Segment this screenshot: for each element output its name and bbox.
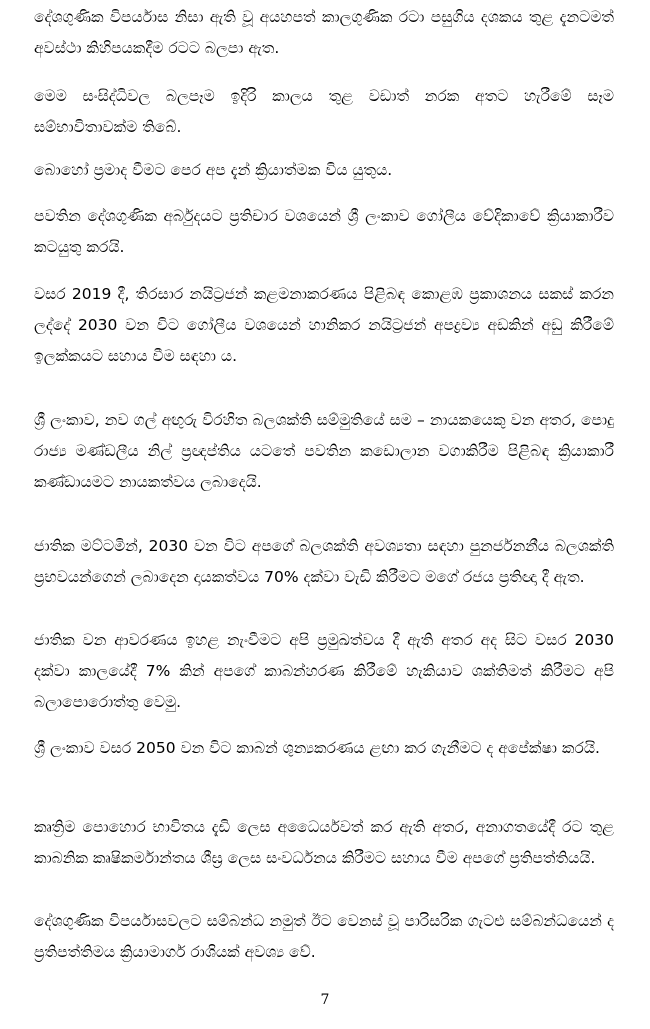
paragraph-11: දේශගුණික විපර්යාසවලට සම්බන්ධ නමුත් ඊට වෙනස් වූ පාරිසරික ගැටළු සම්බන්ධයෙන් ද ප්‍රතිපත්තිමය ක්‍රියාමාර්ග රාශියක් අවශ්‍ය වේ. [34, 912, 614, 961]
document-page [34, 0, 614, 1029]
paragraph-3: බොහෝ ප්‍රමාද වීමට පෙර අප දැන් ක්‍රියාත්මක විය යුතුය. [34, 161, 393, 179]
paragraph-8: ජාතික වන ආවරණය ඉහළ නැංවීමට අපි ප්‍රමුඛත්වය දී ඇති අතර අද සිට වසර 2030 දක්වා කාලයේදී 7% කින් අපගේ කාබන්හරණ කිරීමේ හැකියාව ශක්තිමත් කිරීමට අපි බලාපොරොත්තු වෙමු. [34, 631, 614, 711]
page-number: 7 [320, 992, 330, 1008]
paragraph-7: ජාතික මට්ටමින්, 2030 වන විට අපගේ බලශක්ති අවශ්‍යතා සඳහා පුනර්ජනනීය බලශක්ති ප්‍රභවයන්ගෙන් ලබාදෙන දායකත්වය 70% දක්වා වැඩි කිරීමට මගේ රජය ප්‍රතිඥා දී ඇත. [34, 537, 614, 586]
paragraph-2: මෙම සංසිද්ධිවල බලපෑම ඉදිරි කාලය තුළ වඩාත් නරක අතට හැරීමේ සෑම සම්භාවිතාවක්ම තිබේ. [34, 87, 614, 136]
paragraph-1: දේශගුණික විපර්යාස නිසා ඇති වූ අයහපත් කාලගුණික රටා පසුගිය දශකය තුළ දැනටමත් අවස්ථා කිහිපයකදීම රටට බලපා ඇත. [34, 8, 614, 57]
paragraph-9: ශ්‍රී ලංකාව වසර 2050 වන විට කාබන් ශුන්‍යකරණය ළඟා කර ගැනීමට ද අපේක්ෂා කරයි. [34, 739, 600, 757]
paragraph-6: ශ්‍රී ලංකාව, නව ගල් අඟුරු විරහිත බලශක්ති සම්මුතියේ සම – නායකයෙකු වන අතර, පොදු රාජ්‍ය මණ්ඩලීය නිල් ප්‍රඥප්තිය යටතේ පවතින කඩොලාන වගාකිරීම පිළිබඳ ක්‍රියාකාරී කණ්ඩායමට නායකත්වය ලබාදෙයි. [34, 411, 614, 491]
paragraph-10: කෘත්‍රිම පොහොර භාවිතය දැඩි ලෙස අධෛර්යවත් කර ඇති අතර, අනාගතයේදී රට තුළ කාබනික කෘෂිකර්මාන්තය ශීඝ්‍ර ලෙස සංවර්ධනය කිරීමට සහාය වීම අපගේ ප්‍රතිපත්තියයි. [34, 818, 614, 867]
paragraph-5: වසර 2019 දී, තිරසාර නයිට්‍රජන් කළමනාකරණය පිළිබඳ කොළඹ ප්‍රකාශනය සකස් කරන ලද්දේ 2030 වන විට ගෝලීය වශයෙන් හානිකර නයිට්‍රජන් අපද්‍රව්‍ය අඩකින් අඩු කිරීමේ ඉලක්කයට සහාය වීම සඳහා ය. [34, 285, 614, 365]
paragraph-4: පවතින දේශගුණික අර්බුදයට ප්‍රතිචාර වශයෙන් ශ්‍රී ලංකාව ගෝලීය වේදිකාවේ ක්‍රියාකාරීව කටයුතු කරයි. [34, 207, 614, 256]
